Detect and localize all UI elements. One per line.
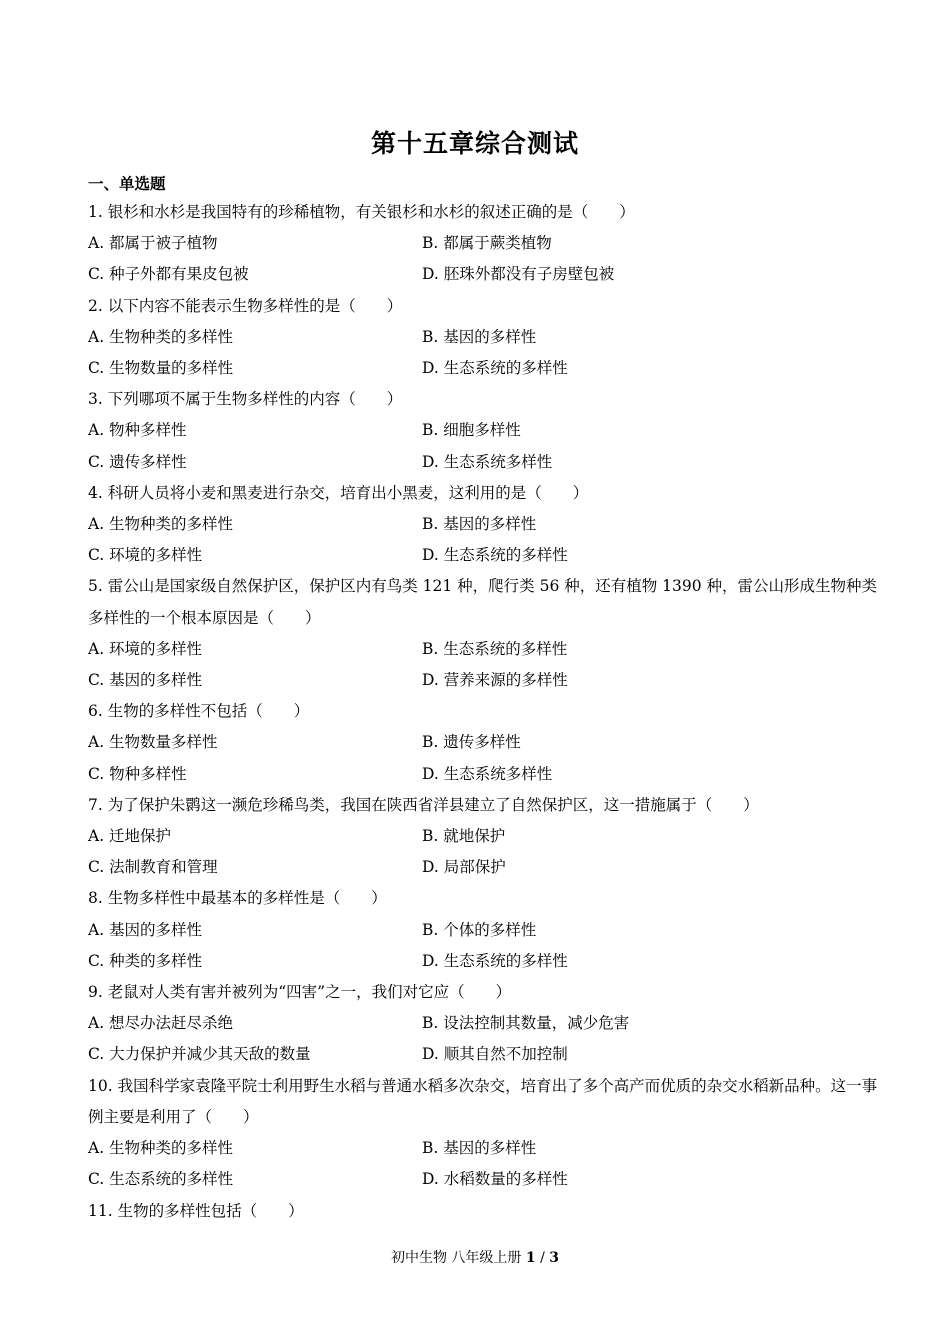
option: C. 生态系统的多样性 [88,1170,234,1189]
option: D. 生态系统的多样性 [422,951,568,970]
question-stem: 2. 以下内容不能表示生物多样性的是（ ） [88,296,403,315]
option: A. 基因的多样性 [88,920,203,939]
option: B. 个体的多样性 [422,920,537,939]
option: B. 基因的多样性 [422,515,537,534]
question-stem: 8. 生物多样性中最基本的多样性是（ ） [88,889,387,908]
option: D. 生态系统多样性 [422,452,553,471]
question-options [88,1008,878,1070]
page-title: 第十五章综合测试 [370,129,579,158]
question-stem: 1. 银杉和水杉是我国特有的珍稀植物，有关银杉和水杉的叙述正确的是（ ） [88,203,635,221]
option: C. 种类的多样性 [88,951,203,970]
option: A. 想尽办法赶尽杀绝 [88,1014,234,1033]
option: B. 细胞多样性 [422,421,521,440]
page-total: 3 [549,1250,560,1266]
section-heading: 一、单选题 [88,174,166,193]
question-options [88,915,878,977]
question-options [88,727,878,789]
option: A. 生物种类的多样性 [88,327,234,346]
option: C. 大力保护并减少其天敌的数量 [88,1045,311,1064]
question-stem: 5. 雷公山是国家级自然保护区，保护区内有鸟类 121 种，爬行类 56 种，还有植物 1390 种，雷公山形成生物种类多样性的一个根本原因是（ ） [88,577,878,627]
option: A. 生物种类的多样性 [88,515,234,534]
option: C. 遗传多样性 [88,452,187,471]
question-options [88,1133,878,1195]
option: C. 法制教育和管理 [88,858,218,877]
option: C. 种子外都有果皮包被 [88,265,249,284]
option: D. 顺其自然不加控制 [422,1045,568,1064]
question-options [88,634,878,696]
question-options [88,415,878,477]
question-options [88,322,878,384]
option: D. 生态系统的多样性 [422,359,568,378]
option: B. 设法控制其数量，减少危害 [422,1014,630,1033]
question-stem: 6. 生物的多样性不包括（ ） [88,702,310,721]
option: D. 局部保护 [422,858,506,877]
option: A. 都属于被子植物 [88,234,218,253]
option: A. 环境的多样性 [88,639,203,658]
option: B. 就地保护 [422,827,506,846]
option: B. 都属于蕨类植物 [422,234,552,253]
question-options [88,228,878,290]
option: A. 生物数量多样性 [88,733,218,752]
footer-label: 初中生物 八年级上册 [390,1250,522,1266]
question-options [88,821,878,883]
option: B. 基因的多样性 [422,1139,537,1158]
option: A. 物种多样性 [88,421,187,440]
option: D. 营养来源的多样性 [422,671,568,690]
option: D. 生态系统多样性 [422,764,553,783]
option: A. 生物种类的多样性 [88,1139,234,1158]
option: C. 基因的多样性 [88,671,203,690]
question-list [88,197,878,1227]
option: C. 物种多样性 [88,764,187,783]
question-stem: 9. 老鼠对人类有害并被列为“四害”之一，我们对它应（ ） [88,983,512,1002]
question-stem: 3. 下列哪项不属于生物多样性的内容（ ） [88,390,403,409]
question-stem: 7. 为了保护朱鹮这一濒危珍稀鸟类，我国在陕西省洋县建立了自然保护区，这一措施属于（ ） [88,795,759,814]
option: B. 生态系统的多样性 [422,639,568,658]
option: C. 生物数量的多样性 [88,359,234,378]
option: D. 水稻数量的多样性 [422,1170,568,1189]
option: B. 基因的多样性 [422,327,537,346]
page-separator: / [540,1250,545,1266]
question-stem: 10. 我国科学家袁隆平院士利用野生水稻与普通水稻多次杂交，培育出了多个高产而优质的杂交水稻新品种。这一事例主要是利用了（ ） [88,1076,878,1126]
option: D. 胚珠外都没有子房壁包被 [422,265,615,284]
option: C. 环境的多样性 [88,546,203,565]
page-footer [0,1247,950,1267]
question-stem: 11. 生物的多样性包括（ ） [88,1201,304,1220]
question-options [88,509,878,571]
option: A. 迁地保护 [88,827,172,846]
question-stem: 4. 科研人员将小麦和黑麦进行杂交，培育出小黑麦，这利用的是（ ） [88,483,589,502]
option: D. 生态系统的多样性 [422,546,568,565]
option: B. 遗传多样性 [422,733,521,752]
page-number: 1 [525,1250,536,1266]
